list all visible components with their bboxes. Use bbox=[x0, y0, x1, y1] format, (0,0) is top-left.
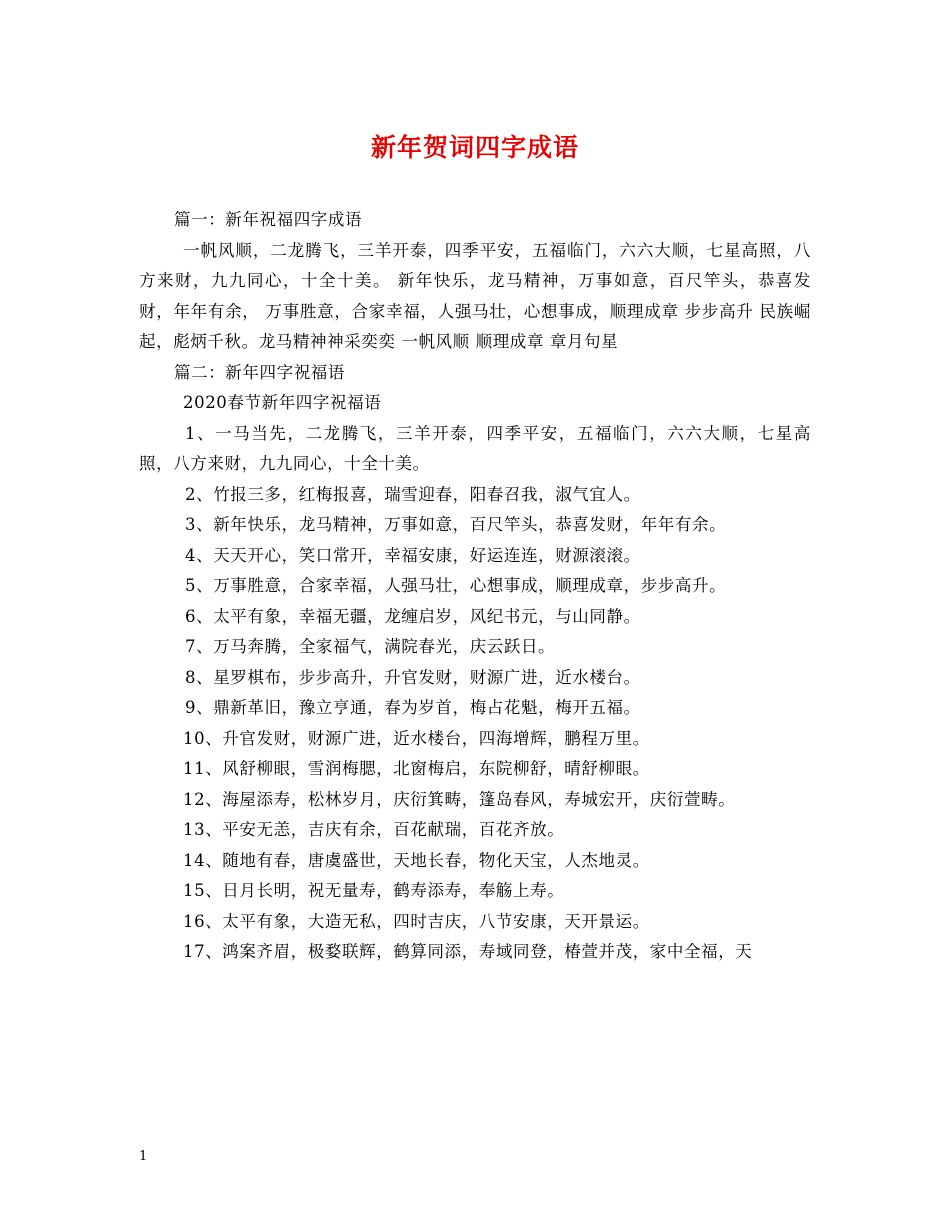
section-one-paragraph: 一帆风顺，二龙腾飞，三羊开泰，四季平安，五福临门，六六大顺，七星高照，八方来财，九九同心，十全十美。 新年快乐，龙马精神，万事如意，百尺竿头，恭喜发财，年年有余， 万事胜意，合家幸福，人强马壮，心想事成，顺理成章 步步高升 民族崛起，彪炳千秋。龙马精神神采奕奕 一帆风顺 顺理成章 章月句星 bbox=[139, 240, 811, 351]
blessing-item: 16、太平有象，大造无私，四时吉庆，八节安康，天开景运。 bbox=[183, 911, 650, 931]
blessing-item: 13、平安无恙，吉庆有余，百花献瑞，百花齐放。 bbox=[183, 820, 565, 839]
blessing-item: 8、星罗棋布，步步高升，升官发财，财源广进，近水楼台。 bbox=[185, 667, 641, 687]
blessing-item: 3、新年快乐，龙马精神，万事如意，百尺竿头，恭喜发财，年年有余。 bbox=[185, 515, 727, 534]
blessing-item: 6、太平有象，幸福无疆，龙缠启岁，风纪书元，与山同静。 bbox=[185, 606, 641, 626]
section-heading-one: 篇一：新年祝福四字成语 bbox=[174, 210, 363, 229]
blessing-item: 11、风舒柳眼，雪润梅腮，北窗梅启，东院柳舒，晴舒柳眼。 bbox=[183, 759, 650, 778]
document-body bbox=[139, 205, 811, 968]
blessing-item: 5、万事胜意，合家幸福，人强马壮，心想事成，顺理成章，步步高升。 bbox=[185, 576, 727, 595]
blessing-item: 15、日月长明，祝无量寿，鹤寿添寿，奉觞上寿。 bbox=[183, 881, 565, 900]
blessing-item: 17、鸿案齐眉，极婺联辉，鹤算同添，寿域同登，椿萱并茂，家中全福，天 bbox=[183, 942, 753, 961]
blessing-item: 2、竹报三多，红梅报喜，瑞雪迎春，阳春召我，淑气宜人。 bbox=[185, 484, 641, 504]
blessing-item: 12、海屋添寿，松林岁月，庆衍箕畴，篷岛春风，寿城宏开，庆衍萱畴。 bbox=[183, 789, 736, 809]
blessing-item: 14、随地有春，唐虞盛世，天地长春，物化天宝，人杰地灵。 bbox=[183, 850, 650, 870]
blessing-item: 10、升官发财，财源广进，近水楼台，四海增辉，鹏程万里。 bbox=[183, 728, 650, 748]
document-title: 新年贺词四字成语 bbox=[370, 133, 579, 162]
blessing-item: 7、万马奔腾，全家福气，满院春光，庆云跃日。 bbox=[185, 637, 556, 656]
section-heading-two: 篇二：新年四字祝福语 bbox=[174, 362, 345, 382]
section-two-subheading: 2020春节新年四字祝福语 bbox=[183, 393, 382, 412]
blessing-item: 4、天天开心，笑口常开，幸福安康，好运连连，财源滚滚。 bbox=[185, 545, 641, 565]
page-number: 1 bbox=[139, 1149, 148, 1164]
blessing-item: 1、一马当先，二龙腾飞，三羊开泰，四季平安，五福临门，六六大顺，七星高照，八方来财，九九同心，十全十美。 bbox=[139, 423, 811, 473]
blessing-item: 9、鼎新革旧，豫立亨通，春为岁首，梅占花魁，梅开五福。 bbox=[185, 698, 641, 717]
